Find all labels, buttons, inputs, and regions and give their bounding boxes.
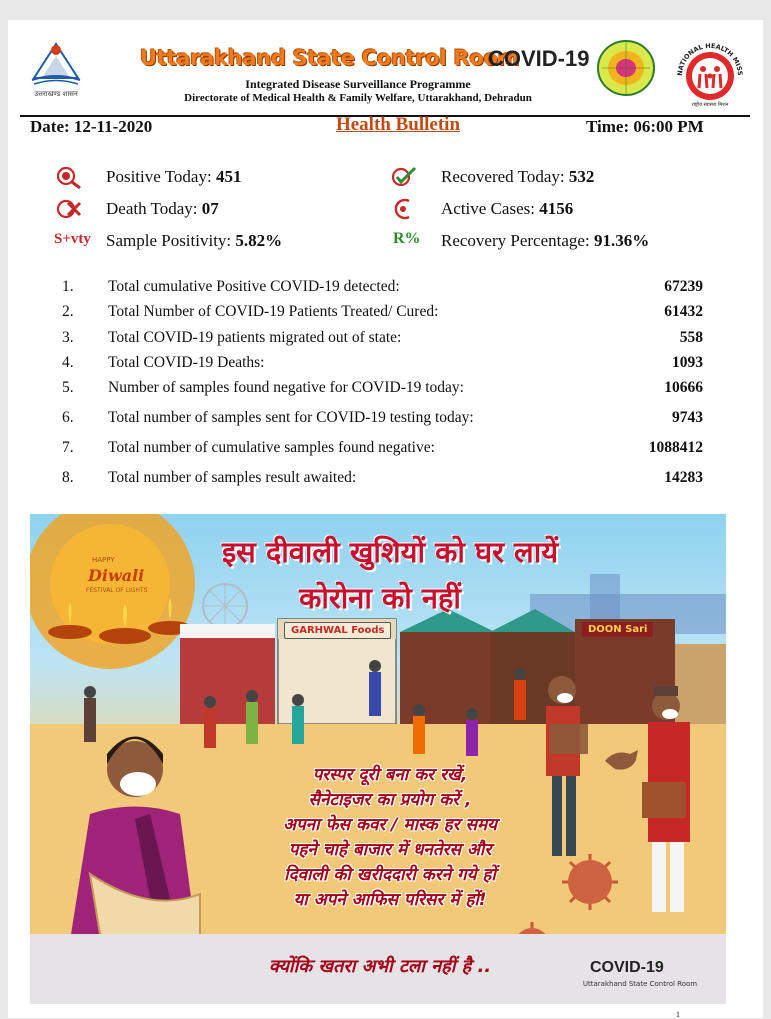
idsp-subtitle: Integrated Disease Surveillance Programme [245,77,471,91]
happy-diwali-text: Diwali [88,566,145,585]
shop-sign-garhwal-foods: GARHWAL Foods [284,622,391,639]
virus-magnifier-icon [54,165,84,189]
poster-message-line: अपना फेस कवर / मास्क हर समय [283,815,497,835]
poster-message-line: सैनेटाइजर का प्रयोग करें , [308,790,472,810]
recovery-percentage-icon: R% [393,230,421,247]
bulletin-page [8,20,763,1018]
poster-message-line: पहने चाहे बाजार में धनतेरस और [288,840,492,860]
poster-footer-message: क्योंकि खतरा अभी टला नहीं है .. [268,956,492,977]
list-item: 2. Total Number of COVID-19 Patients Treated/ Cured: 61432 [62,303,703,320]
festival-of-lights-text: FESTIVAL OF LIGHTS [86,587,148,594]
state-control-room-title: Uttarakhand State Control Room [140,46,520,70]
list-item: 6. Total number of samples sent for COVID-19 testing today: 9743 [62,409,703,426]
nhm-tagline: राष्ट्रीय स्वास्थ्य मिशन [691,102,729,108]
recovered-today-value: 532 [568,167,595,186]
virus-check-icon [389,165,419,189]
poster-message-line: परस्पर दूरी बना कर रखें, [312,765,468,785]
sample-positivity-label: Sample Positivity: [106,231,236,250]
virus-active-icon [389,197,419,221]
active-cases-value: 4156 [539,199,574,218]
death-today-label: Death Today: [106,199,202,218]
happy-text: HAPPY [92,556,115,564]
idsp-logo [594,38,658,98]
title-line [140,46,610,76]
poster-covid-subtitle: Uttarakhand State Control Room [582,980,698,988]
bulletin-date: Date: 12-11-2020 [30,117,153,136]
directorate-subtitle: Directorate of Medical Health & Family Welfare, Uttarakhand, Dehradun [184,92,532,104]
list-item: 8. Total number of samples result awaited: 14283 [62,469,703,486]
sample-positivity-icon: S+vty [54,231,91,247]
shop-sign-doon-sari: DOON Sari [582,622,653,637]
covid-title [488,46,589,72]
poster-covid-mark: COVID-19 [590,959,664,976]
diwali-awareness-poster [30,514,726,1004]
list-item: 4. Total COVID-19 Deaths: 1093 [62,354,703,371]
list-item: 5. Number of samples found negative for COVID-19 today: 10666 [62,379,703,396]
recovery-percentage-label: Recovery Percentage: [441,231,594,250]
recovery-percentage-value: 91.36% [593,231,650,250]
page-number: 1 [676,1010,680,1019]
sample-positivity-value: 5.82% [235,231,283,250]
nhm-label: NATIONAL HEALTH MISS [675,41,745,77]
positive-today-value: 451 [215,167,242,186]
poster-message-line: या अपने आफिस परिसर में हों! [293,890,487,910]
uttarakhand-govt-logo [20,34,92,104]
logo-caption: उत्तराखण्ड शासन [34,90,78,98]
virus-cross-icon [54,197,84,221]
health-bulletin-title: Health Bulletin [335,114,461,135]
positive-today-label: Positive Today: [106,167,216,186]
death-today-value: 07 [201,199,219,218]
list-item: 3. Total COVID-19 patients migrated out of state: 558 [62,329,703,346]
recovered-today-label: Recovered Today: [441,167,569,186]
bulletin-time: Time: 06:00 PM [586,117,704,136]
list-item: 1. Total cumulative Positive COVID-19 detected: 67239 [62,278,703,295]
covid-title-text: COVID-19 [488,46,590,71]
active-cases-label: Active Cases: [441,199,540,218]
list-item: 7. Total number of cumulative samples found negative: 1088412 [62,439,703,456]
poster-subheadline: कोरोना को नहीं [299,581,461,615]
poster-headline: इस दीवाली खुशियों को घर लायें [221,535,559,569]
poster-message-line: दिवाली की खरीददारी करने गये हों [284,865,496,885]
nhm-logo [670,32,750,112]
